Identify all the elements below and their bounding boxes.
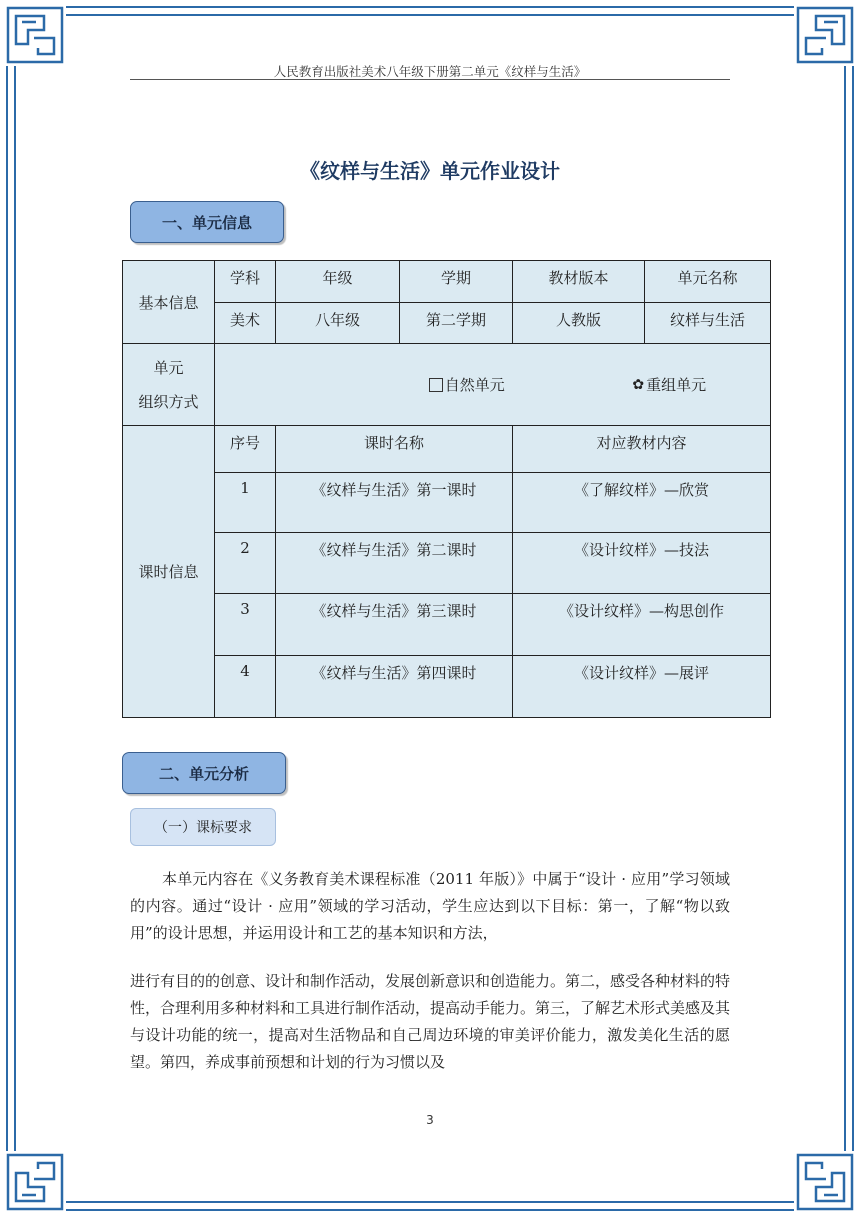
lesson-name: 《纹样与生活》第四课时 [276,656,513,718]
table-row [123,594,771,656]
organization-label-line2: 组织方式 [138,392,199,411]
basic-info-value: 纹样与生活 [645,303,771,344]
lesson-number: 3 [215,594,276,656]
lesson-content: 《设计纹样》—构思创作 [513,594,771,656]
table-row [123,533,771,594]
unit-info-table [122,260,771,718]
page-number: 3 [426,1113,434,1127]
header-rule [130,79,730,80]
basic-info-value: 美术 [215,303,276,344]
option-regrouped-unit [632,374,706,395]
lesson-name: 《纹样与生活》第三课时 [276,594,513,656]
basic-info-value: 八年级 [276,303,400,344]
lesson-content: 《设计纹样》—技法 [513,533,771,594]
lesson-header: 课时名称 [276,426,513,473]
lesson-content: 《了解纹样》—欣赏 [513,473,771,533]
lesson-number: 1 [215,473,276,533]
basic-info-value: 人教版 [513,303,645,344]
organization-options [215,344,771,426]
subsection-tab-curriculum-requirements: （一）课标要求 [130,808,276,846]
column-header: 学期 [400,261,513,303]
lesson-header: 序号 [215,426,276,473]
organization-label [123,344,215,426]
basic-info-label: 基本信息 [123,261,215,344]
corner-ornament-top-left [4,4,66,66]
lesson-number: 2 [215,533,276,594]
body-paragraph-1: 本单元内容在《义务教育美术课程标准（2011 年版）》中属于“设计 · 应用”学习领域的内容。通过“设计 · 应用”领域的学习活动，学生应达到以下目标：第一，了解“物以致用”的设计思想，并运用设计和工艺的基本知识和方法， [130,870,730,942]
lesson-number: 4 [215,656,276,718]
column-header: 教材版本 [513,261,645,303]
option-regrouped-unit-label: 重组单元 [646,376,707,394]
corner-ornament-top-right [794,4,856,66]
corner-ornament-bottom-left [4,1151,66,1213]
column-header: 年级 [276,261,400,303]
column-header: 单元名称 [645,261,771,303]
section-tab-unit-analysis: 二、单元分析 [122,752,286,794]
gear-icon: ✿ [632,376,645,393]
document-title: 《纹样与生活》单元作业设计 [300,159,560,183]
empty-checkbox-icon [429,378,443,392]
lesson-name: 《纹样与生活》第二课时 [276,533,513,594]
section-tab-unit-info: 一、单元信息 [130,201,284,243]
table-row [123,473,771,533]
lesson-header: 对应教材内容 [513,426,771,473]
lesson-content: 《设计纹样》—展评 [513,656,771,718]
option-natural-unit [429,374,505,395]
body-paragraph-2: 进行有目的的创意、设计和制作活动，发展创新意识和创造能力。第二，感受各种材料的特性，合理利用多种材料和工具进行制作活动，提高动手能力。第三，了解艺术形式美感及其与设计功能的统一，提高对生活物品和自己周边环境的审美评价能力，激发美化生活的愿望。第四，养成事前预想和计划的行为习惯以及 [130,972,731,1071]
column-header: 学科 [215,261,276,303]
basic-info-value: 第二学期 [400,303,513,344]
table-row [123,656,771,718]
running-header: 人民教育出版社美术八年级下册第二单元《纹样与生活》 [273,64,587,79]
lesson-name: 《纹样与生活》第一课时 [276,473,513,533]
lesson-info-label: 课时信息 [123,426,215,718]
corner-ornament-bottom-right [794,1151,856,1213]
organization-label-line1: 单元 [153,358,184,377]
option-natural-unit-label: 自然单元 [444,376,505,394]
